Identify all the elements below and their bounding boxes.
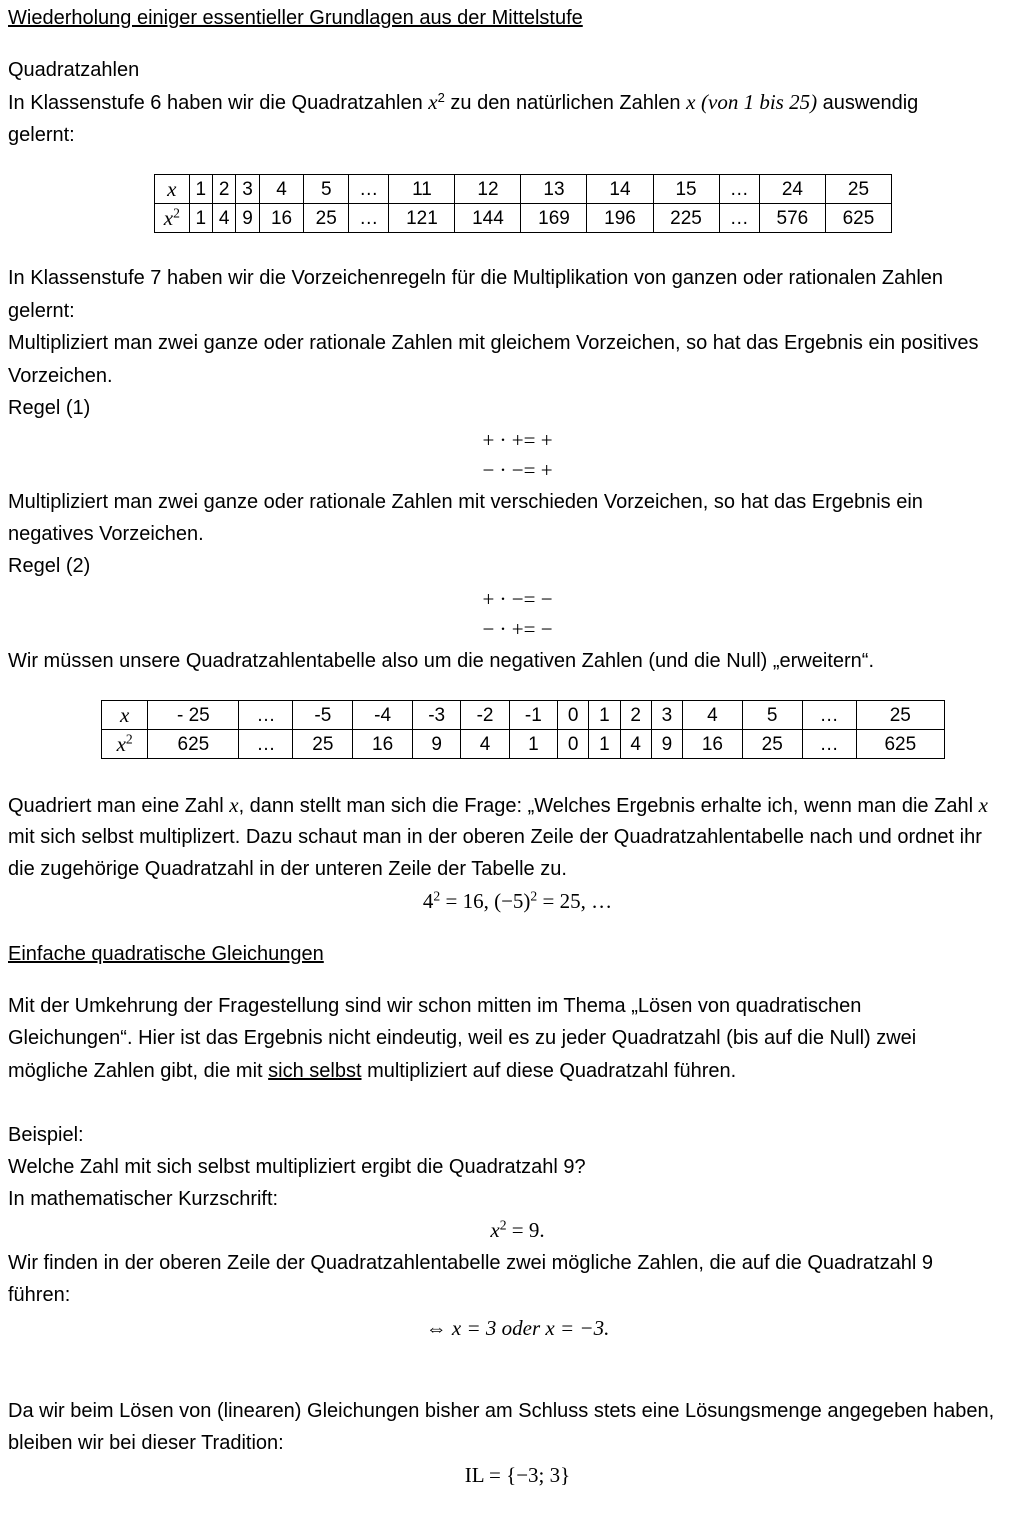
table-cell: 3 [236, 175, 259, 204]
superscript-2: 2 [433, 888, 441, 904]
math-x: x [229, 793, 239, 817]
table-cell: … [239, 701, 293, 730]
example-paragraph-1: Wir finden in der oberen Zeile der Quadratzahlentabelle zwei mögliche Zahlen, die auf die Quadratzahl 9 [8, 1252, 933, 1274]
header-x2 [102, 730, 148, 759]
table-cell: 625 [148, 730, 239, 759]
math-x: x [490, 1218, 500, 1242]
table-cell: 2 [620, 701, 651, 730]
table-cell: 3 [651, 701, 682, 730]
superscript-2: 2 [530, 888, 538, 904]
signs-paragraph-5: Multipliziert man zwei ganze oder rationale Zahlen mit verschieden Vorzeichen, so hat das Ergebnis ein [8, 491, 923, 513]
intro-text-b: zu den natürlichen Zahlen [444, 92, 687, 114]
example-paragraph-2: führen: [8, 1284, 71, 1306]
table-cell: 1 [589, 701, 620, 730]
intro-line [8, 90, 918, 115]
rule-2-label: Regel (2) [8, 555, 91, 577]
superscript-2: 2 [437, 89, 445, 105]
table-cell: … [349, 175, 389, 204]
table-cell: -3 [413, 701, 461, 730]
example-paragraph-3: Da wir beim Lösen von (linearen) Gleichungen bisher am Schluss stets eine Lösungsmenge angegeben haben, [8, 1400, 995, 1422]
table-cell: 625 [856, 730, 944, 759]
section-heading-quadratic: Einfache quadratische Gleichungen [8, 943, 324, 965]
table-cell: 4 [212, 204, 235, 233]
table-cell: 196 [587, 204, 653, 233]
table-cell: 1 [189, 204, 212, 233]
table-cell: 169 [521, 204, 587, 233]
signs-paragraph-7: Wir müssen unsere Quadratzahlentabelle also um die negativen Zahlen (und die Null) „erweitern“. [8, 650, 874, 672]
squaring-text-b: , dann stellt man sich die Frage: „Welches Ergebnis erhalte ich, wenn man die Zahl [238, 795, 979, 817]
table-cell: 25 [293, 730, 353, 759]
table-cell: -5 [293, 701, 353, 730]
table-cell: 1 [589, 730, 620, 759]
math-x: x [428, 90, 438, 114]
table-cell: 5 [304, 175, 349, 204]
example-equation-2: ⇔ x = 3 oder x = −3. [425, 1316, 610, 1340]
table-cell: 16 [683, 730, 743, 759]
eq-base-4: 4 [422, 889, 434, 913]
example-paragraph-4: bleiben wir bei dieser Tradition: [8, 1432, 284, 1454]
quadratic-text-a: mögliche Zahlen gibt, die mit [8, 1060, 269, 1082]
squaring-paragraph-1 [8, 793, 988, 818]
table-cell: 25 [856, 701, 944, 730]
table-cell: 4 [620, 730, 651, 759]
table-cell: 9 [413, 730, 461, 759]
example-label: Beispiel: [8, 1124, 84, 1146]
page-heading: Wiederholung einiger essentieller Grundlagen aus der Mittelstufe [8, 7, 583, 29]
signs-paragraph-1: In Klassenstufe 7 haben wir die Vorzeichenregeln für die Multiplikation von ganzen oder rationalen Zahlen [8, 267, 944, 289]
squaring-text-a: Quadriert man eine Zahl [8, 795, 230, 817]
table-cell: 14 [587, 175, 653, 204]
squaring-equation [0, 888, 1035, 914]
table-cell: … [239, 730, 293, 759]
table-cell: -4 [353, 701, 413, 730]
table-cell: 4 [259, 175, 304, 204]
solution-set: IL = {−3; 3} [464, 1463, 571, 1487]
table-cell: 1 [509, 730, 557, 759]
eq-rhs: = 9. [506, 1218, 545, 1242]
eq-middle: = 16, (−5) [440, 889, 531, 913]
header-x2 [155, 204, 190, 233]
table-cell: - 25 [148, 701, 239, 730]
underlined-phrase: sich selbst [268, 1060, 362, 1082]
table-cell: 25 [742, 730, 802, 759]
table-row-x [155, 175, 892, 204]
table-cell: 121 [389, 204, 455, 233]
table-cell: 9 [236, 204, 259, 233]
example-shorthand: In mathematischer Kurzschrift: [8, 1188, 279, 1210]
table-cell: 5 [742, 701, 802, 730]
superscript-2: 2 [499, 1217, 507, 1233]
table-cell: 0 [558, 730, 589, 759]
table-cell: … [802, 730, 856, 759]
table-cell: 576 [759, 204, 825, 233]
square-table-2 [101, 700, 945, 759]
quadratic-text-b: multipliziert auf diese Quadratzahl führen. [361, 1060, 737, 1082]
intro-text-a: In Klassenstufe 6 haben wir die Quadratzahlen [8, 92, 429, 114]
squaring-paragraph-3: die zugehörige Quadratzahl in der unteren Zeile der Tabelle zu. [8, 858, 567, 880]
table-row-x [102, 701, 945, 730]
table-cell: 16 [353, 730, 413, 759]
superscript-2: 2 [173, 205, 180, 220]
table-cell: 11 [389, 175, 455, 204]
table-cell: 4 [461, 730, 509, 759]
rule-2-line-b: − · += − [482, 617, 553, 641]
rule-1-label: Regel (1) [8, 397, 91, 419]
superscript-2: 2 [125, 731, 133, 746]
intro-text-c: auswendig [817, 92, 919, 114]
table-cell: 2 [212, 175, 235, 204]
example-equation-1 [0, 1217, 1035, 1243]
quadratic-paragraph-1: Mit der Umkehrung der Fragestellung sind wir schon mitten im Thema „Lösen von quadratischen [8, 995, 862, 1017]
table-cell: 1 [189, 175, 212, 204]
table-row-x2 [155, 204, 892, 233]
intro-line-2: gelernt: [8, 124, 75, 146]
table-cell: 25 [304, 204, 349, 233]
table-cell: … [349, 204, 389, 233]
table-cell: 25 [825, 175, 891, 204]
table-cell: … [719, 175, 759, 204]
signs-paragraph-2: gelernt: [8, 300, 75, 322]
header-x: x [155, 175, 190, 204]
table-cell: -2 [461, 701, 509, 730]
signs-paragraph-6: negatives Vorzeichen. [8, 523, 204, 545]
math-x: x [978, 793, 988, 817]
table-cell: … [719, 204, 759, 233]
header-x: x [102, 701, 148, 730]
section-title-quadratzahlen: Quadratzahlen [8, 59, 140, 81]
table-cell: 15 [653, 175, 719, 204]
math-x: x [686, 90, 696, 114]
example-question: Welche Zahl mit sich selbst multipliziert ergibt die Quadratzahl 9? [8, 1156, 586, 1178]
rule-2-line-a: + · −= − [482, 587, 553, 611]
table-row-x2 [102, 730, 945, 759]
table-cell: 0 [558, 701, 589, 730]
quadratic-paragraph-2: Gleichungen“. Hier ist das Ergebnis nicht eindeutig, weil es zu jeder Quadratzahl (bis auf die Null) zwei [8, 1027, 917, 1049]
table-cell: -1 [509, 701, 557, 730]
eq-end: = 25, … [537, 889, 613, 913]
table-cell: 225 [653, 204, 719, 233]
table-cell: … [802, 701, 856, 730]
rule-1-line-b: − · −= + [482, 458, 553, 482]
header-x2-base: x [163, 205, 174, 230]
header-x2-base: x [116, 731, 126, 756]
table-cell: 9 [651, 730, 682, 759]
table-cell: 144 [455, 204, 521, 233]
table-cell: 625 [825, 204, 891, 233]
square-table-1 [154, 174, 892, 233]
quadratic-paragraph-3 [8, 1059, 736, 1083]
table-cell: 16 [259, 204, 304, 233]
signs-paragraph-3: Multipliziert man zwei ganze oder rationale Zahlen mit gleichem Vorzeichen, so hat das Ergebnis ein positives [8, 332, 979, 354]
squaring-paragraph-2: mit sich selbst multiplizert. Dazu schaut man in der oberen Zeile der Quadratzahlentabelle nach und ordnet ihr [8, 826, 982, 848]
table-cell: 24 [759, 175, 825, 204]
table-cell: 4 [683, 701, 743, 730]
math-range: (von 1 bis 25) [701, 90, 818, 114]
rule-1-line-a: + · += + [482, 428, 553, 452]
table-cell: 13 [521, 175, 587, 204]
table-cell: 12 [455, 175, 521, 204]
signs-paragraph-4: Vorzeichen. [8, 365, 113, 387]
